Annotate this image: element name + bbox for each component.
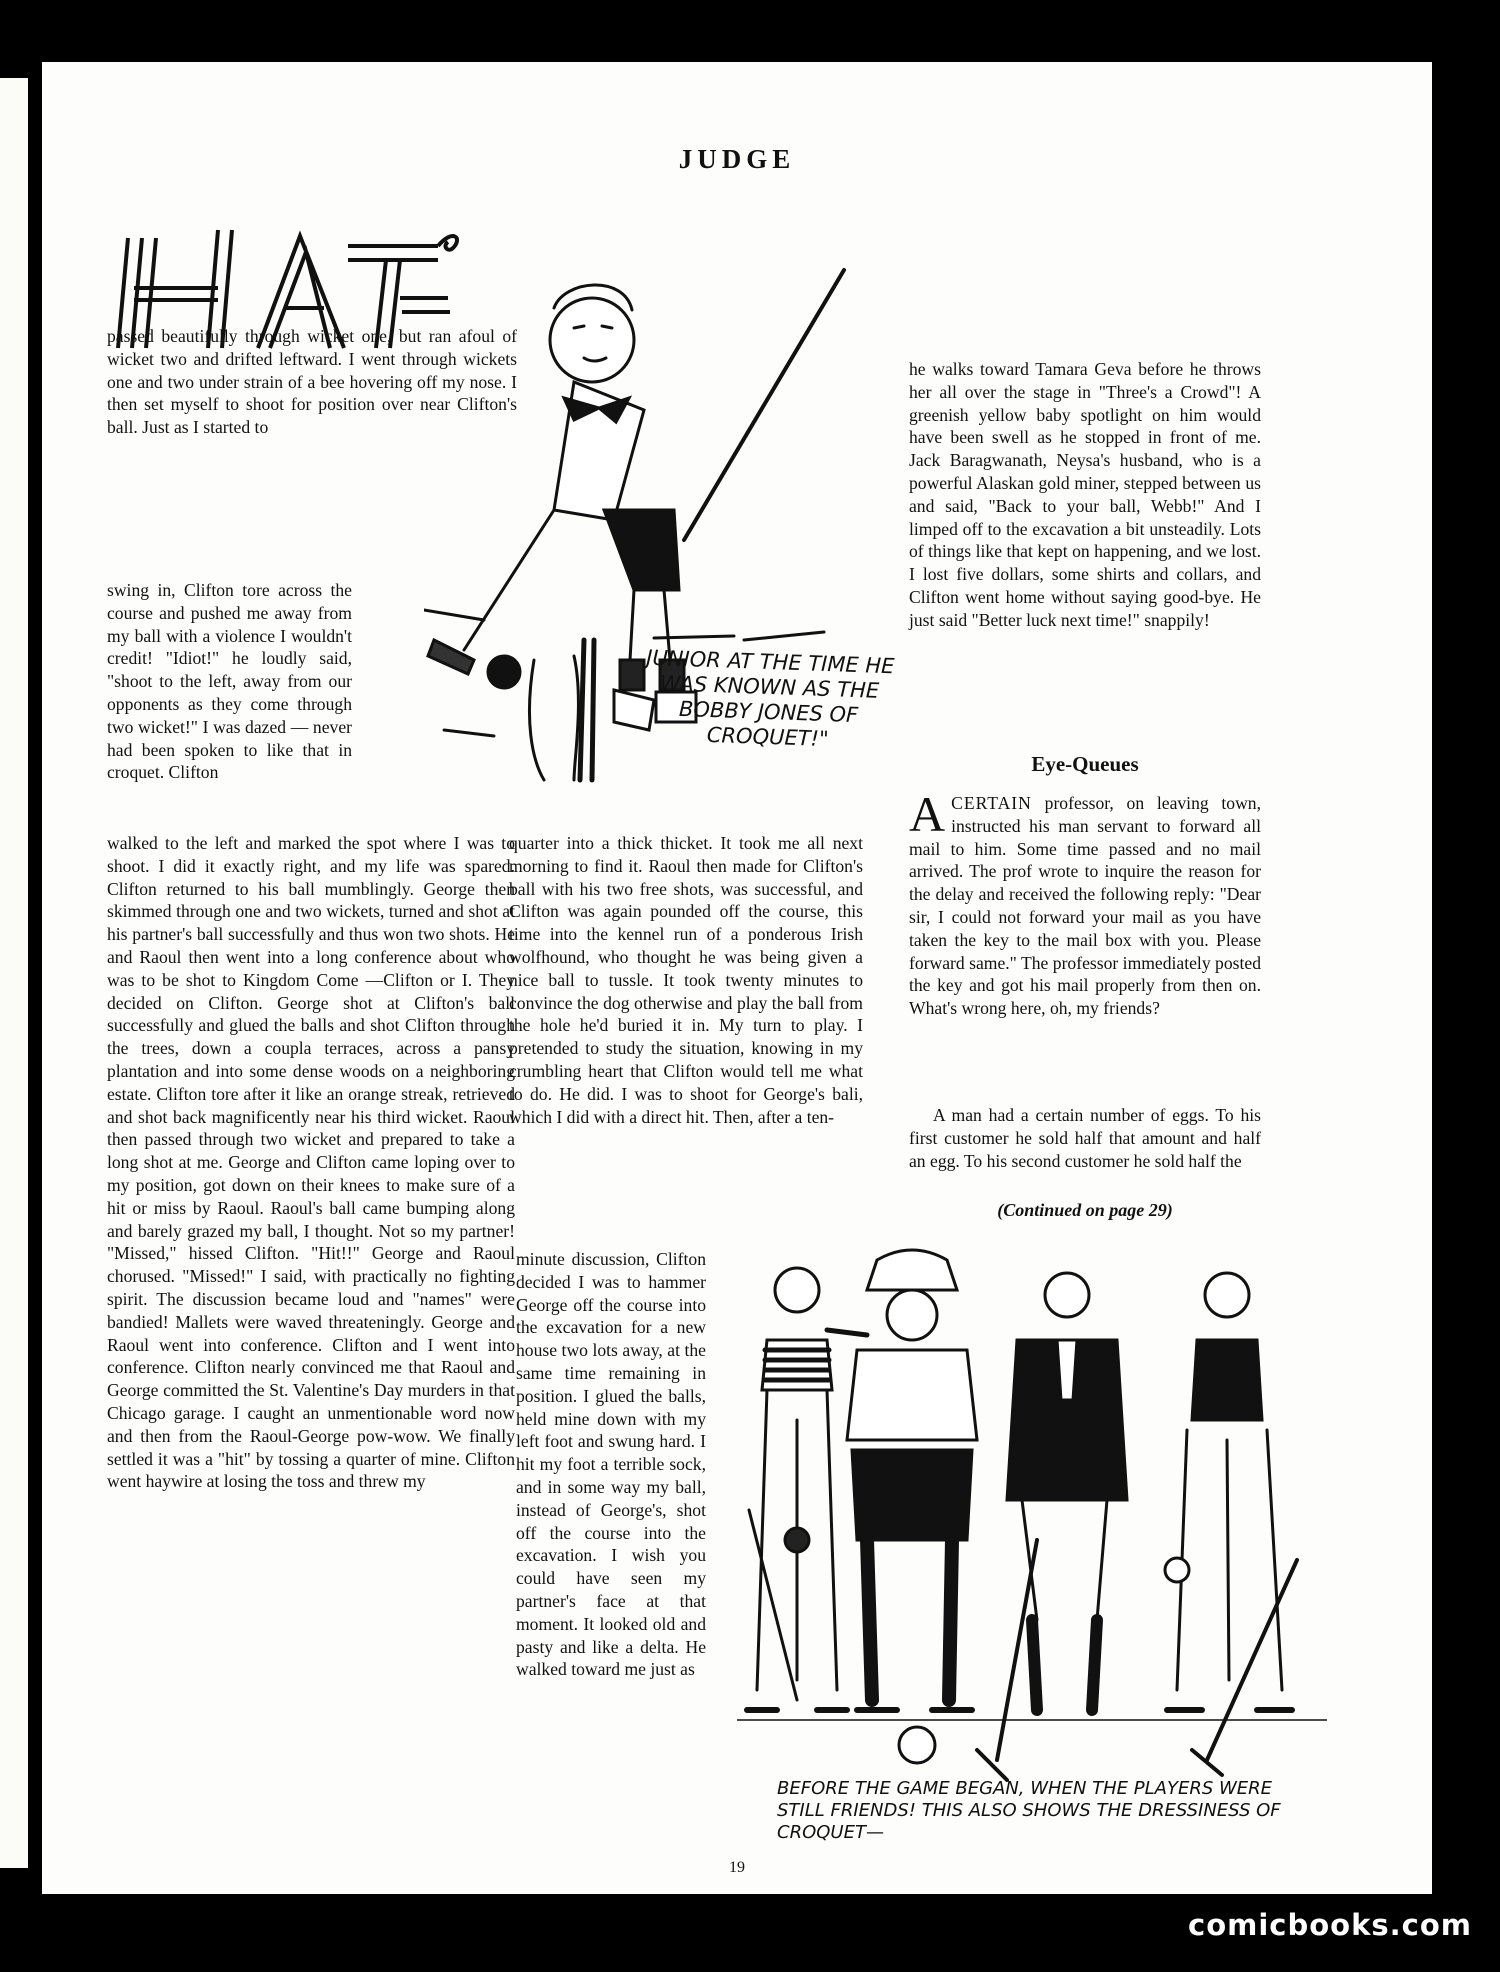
section-heading: Eye-Queues (1031, 752, 1139, 776)
players-illustration (737, 1240, 1327, 1858)
eye-queues-text-1: professor, on leaving town, instructed his man servant to forward all mail to him. Some time passed and no mail arrived. The prof wrote to inquire the reason for the delay and received the following reply: "Dear sir, I could not forward your mail as you have taken the key to the mail box with you. Please forward same." The professor immediately posted the key and got his mail properly from then on. What's wrong here, oh, my friends? (909, 793, 1261, 1019)
article-paragraph: quarter into a thick thicket. It took me all next morning to find it. Raoul then made for Clifton's ball with his two free shots, was successful, and Clifton was again pounded off the course, this time into the kennel run of a ponderous Irish wolfhound, who thought he was being given a nice ball to tussle. It took twenty minutes to convince the dog otherwise and play the ball from the hole he'd buried it in. My turn to play. I pretended to study the situation, knowing in my crumbling heart that Clifton would tell me what to do. He did. I was to shoot for George's bali, which I did with a direct hit. Then, after a ten- (509, 833, 863, 1127)
article-column-left-narrow (107, 579, 352, 784)
facing-page-edge (0, 78, 28, 1868)
article-column-left-top (107, 325, 517, 439)
article-paragraph: minute discussion, Clifton decided I was to hammer George off the course into the excavation for a new house two lots away, at the same time remaining in position. I glued the balls, held mine down with my left foot and swung hard. I hit my foot a terrible sock, and in some way my ball, instead of George's, shot off the course into the excavation. I wish you could have seen my partner's face at that moment. It looked old and pasty and like a delta. He walked toward me just as (516, 1249, 706, 1680)
caption-bottom-cartoon: BEFORE THE GAME BEGAN, WHEN THE PLAYERS WERE STILL FRIENDS! THIS ALSO SHOWS THE DRESSINESS OF CROQUET— (777, 1778, 1281, 1843)
article-paragraph: passed beautifully through wicket one, but ran afoul of wicket two and drifted leftward. I went through wickets one and two under strain of a bee hovering off my nose. I then set myself to shoot for position over near Clifton's ball. Just as I started to (107, 326, 517, 438)
article-paragraph: he walks toward Tamara Geva before he throws her all over the stage in "Three's a Crowd"! A greenish yellow baby spotlight on him would have been swell as he stopped in front of me. Jack Baragwanath, Neysa's husband, who is a powerful Alaskan gold miner, stepped between us and said, "Back to your ball, Webb!" And I limped off to the excavation a bit unsteadily. Lots of things like that kept on happening, and we lost. I lost five dollars, some shirts and collars, and Clifton went home without saying good-bye. He just said "Better luck next time!" snappily! (909, 359, 1261, 630)
article-column-middle (509, 832, 863, 1128)
eye-queues-paragraph-2 (909, 1104, 1261, 1172)
caption-top-cartoon: JUNIOR AT THE TIME HE WAS KNOWN AS THE BOBBY JONES OF CROQUET!" (645, 645, 895, 752)
article-column-left (107, 832, 515, 1493)
small-caps-lead: CERTAIN (951, 793, 1032, 813)
page-number: 19 (729, 1859, 745, 1876)
eye-queues-paragraph-1 (909, 786, 1261, 1020)
continued-note: (Continued on page 29) (997, 1200, 1173, 1220)
magazine-page (42, 62, 1432, 1894)
article-paragraph: walked to the left and marked the spot where I was to shoot. I did it exactly right, and my life was spared. Clifton returned to his ball mumblingly. George then skimmed through one and two wickets, turned and shot at his partner's ball successfully and thus won two shots. He and Raoul then went into a long conference about who was to be shot to Kingdom Come —Clifton or I. They decided on Clifton. George shot at Clifton's ball successfully and glued the balls and shot Clifton through the trees, down a coupla terraces, across a pansy plantation and into some dense woods on a neighboring estate. Clifton tore after it like an orange streak, retrieved and shot back magnificently near his third wicket. Raoul then passed through two wicket and prepared to take a long shot at me. George and Clifton came loping over to my position, got down on their knees to make sure of a hit or miss by Raoul. Raoul's ball came bumping along and barely grazed my ball, I thought. Not so my partner! "Missed," hissed Clifton. "Hit!!" George and Raoul chorused. "Missed!" I said, with practically no fighting spirit. The discussion became loud and "names" were bandied! Mallets were waved threateningly. George and Raoul went into conference. Clifton and I went into conference. Clifton nearly convinced me that Raoul and George committed the St. Valentine's Day murders in that Chicago garage. I caught an unmentionable word now and then from the Raoul-George pow-wow. We finally settled it was a "hit" by tossing a quarter of mine. Clifton went haywire at losing the toss and threw my (107, 833, 515, 1492)
drop-cap: A (909, 786, 946, 842)
eye-queues-text-2: A man had a certain number of eggs. To his first customer he sold half that amount and half an egg. To his second customer he sold half the (909, 1105, 1261, 1171)
source-watermark: comicbooks.com (1188, 1908, 1472, 1942)
article-paragraph: swing in, Clifton tore across the course and pushed me away from my ball with a violence I wouldn't credit! "Idiot!" he loudly said, "shoot to the left, away from our opponents as they come through two wicket!" I was dazed — never had been spoken to like that in croquet. Clifton (107, 580, 352, 783)
masthead: JUDGE (678, 144, 796, 174)
article-column-middle-narrow (516, 1248, 706, 1681)
article-column-right (909, 358, 1261, 632)
